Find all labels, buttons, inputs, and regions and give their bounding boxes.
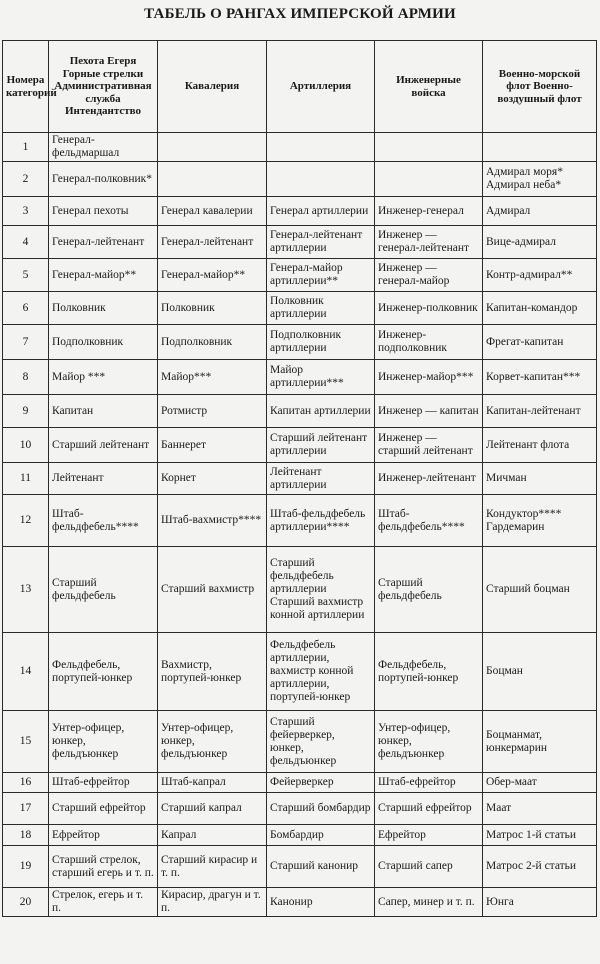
category-number: 1	[3, 133, 49, 162]
rank-cell-artillery: Старший бомбардир	[267, 793, 375, 825]
rank-cell-navy: Обер-маат	[483, 773, 597, 793]
rank-cell-engineers: Старший ефрейтор	[375, 793, 483, 825]
rank-cell-cavalry: Старший капрал	[158, 793, 267, 825]
category-number: 15	[3, 711, 49, 773]
rank-cell-infantry: Генерал-лейтенант	[49, 226, 158, 259]
rank-cell-cavalry: Капрал	[158, 825, 267, 846]
rank-cell-cavalry: Штаб-вахмистр****	[158, 495, 267, 547]
rank-cell-artillery: Бомбардир	[267, 825, 375, 846]
rank-cell-artillery: Генерал-лейтенант артиллерии	[267, 226, 375, 259]
rank-cell-engineers: Штаб-фельдфебель****	[375, 495, 483, 547]
rank-cell-cavalry: Подполковник	[158, 325, 267, 360]
rank-cell-artillery: Полковник артиллерии	[267, 292, 375, 325]
rank-cell-engineers: Унтер-офицер, юнкер, фельдъюнкер	[375, 711, 483, 773]
category-number: 20	[3, 888, 49, 917]
category-number: 2	[3, 162, 49, 197]
rank-cell-navy: Юнга	[483, 888, 597, 917]
rank-cell-engineers: Старший фельдфебель	[375, 547, 483, 633]
rank-cell-navy: Матрос 1-й статьи	[483, 825, 597, 846]
category-number: 13	[3, 547, 49, 633]
rank-cell-infantry: Ефрейтор	[49, 825, 158, 846]
rank-cell-cavalry: Полковник	[158, 292, 267, 325]
rank-cell-artillery: Генерал-майор артиллерии**	[267, 259, 375, 292]
rank-cell-artillery: Фейерверкер	[267, 773, 375, 793]
rank-cell-artillery: Старший фейерверкер, юнкер, фельдъюнкер	[267, 711, 375, 773]
rank-cell-cavalry: Майор***	[158, 360, 267, 395]
category-number: 9	[3, 395, 49, 428]
rank-cell-cavalry: Кирасир, драгун и т. п.	[158, 888, 267, 917]
category-number: 6	[3, 292, 49, 325]
category-number: 16	[3, 773, 49, 793]
rank-cell-infantry: Лейтенант	[49, 463, 158, 495]
rank-cell-cavalry	[158, 133, 267, 162]
table-row	[3, 463, 597, 495]
rank-cell-cavalry: Генерал кавалерии	[158, 197, 267, 226]
table-row	[3, 846, 597, 888]
header-row	[3, 41, 597, 133]
table-row	[3, 133, 597, 162]
table-row	[3, 197, 597, 226]
rank-cell-cavalry: Старший кирасир и т. п.	[158, 846, 267, 888]
rank-cell-engineers: Инженер — генерал-майор	[375, 259, 483, 292]
rank-cell-navy: Мичман	[483, 463, 597, 495]
rank-cell-navy: Маат	[483, 793, 597, 825]
rank-cell-navy: Фрегат-капитан	[483, 325, 597, 360]
category-number: 11	[3, 463, 49, 495]
table-row	[3, 259, 597, 292]
rank-cell-navy: Капитан-лейтенант	[483, 395, 597, 428]
rank-cell-infantry: Стрелок, егерь и т. п.	[49, 888, 158, 917]
rank-cell-infantry: Унтер-офицер, юнкер, фельдъюнкер	[49, 711, 158, 773]
rank-cell-navy: Кондуктор**** Гардемарин	[483, 495, 597, 547]
rank-cell-engineers: Инженер-лейтенант	[375, 463, 483, 495]
category-number: 8	[3, 360, 49, 395]
rank-cell-engineers: Инженер-полковник	[375, 292, 483, 325]
rank-cell-artillery: Штаб-фельдфебель артиллерии****	[267, 495, 375, 547]
rank-cell-navy: Адмирал моря* Адмирал неба*	[483, 162, 597, 197]
rank-cell-artillery: Старший лейтенант артиллерии	[267, 428, 375, 463]
rank-cell-navy: Лейтенант флота	[483, 428, 597, 463]
rank-cell-artillery: Капитан артиллерии	[267, 395, 375, 428]
rank-cell-infantry: Штаб-фельдфебель****	[49, 495, 158, 547]
table-row	[3, 226, 597, 259]
table-row	[3, 888, 597, 917]
rank-cell-cavalry: Вахмистр, портупей-юнкер	[158, 633, 267, 711]
rank-cell-cavalry	[158, 162, 267, 197]
rank-cell-engineers: Инженер — генерал-лейтенант	[375, 226, 483, 259]
rank-cell-infantry: Генерал-фельдмаршал	[49, 133, 158, 162]
rank-cell-navy: Контр-адмирал**	[483, 259, 597, 292]
rank-cell-engineers: Инженер-генерал	[375, 197, 483, 226]
rank-cell-infantry: Капитан	[49, 395, 158, 428]
rank-cell-engineers: Старший сапер	[375, 846, 483, 888]
rank-cell-navy: Боцман	[483, 633, 597, 711]
table-row	[3, 292, 597, 325]
table-row	[3, 428, 597, 463]
table-row	[3, 711, 597, 773]
category-number: 4	[3, 226, 49, 259]
header-navy-airforce: Военно-морской флот Военно-воздушный флот	[483, 41, 597, 133]
table-row	[3, 162, 597, 197]
category-number: 12	[3, 495, 49, 547]
table-row	[3, 360, 597, 395]
rank-cell-artillery: Подполковник артиллерии	[267, 325, 375, 360]
rank-cell-infantry: Старший фельдфебель	[49, 547, 158, 633]
table-row	[3, 773, 597, 793]
document-title: ТАБЕЛЬ О РАНГАХ ИМПЕРСКОЙ АРМИИ	[144, 6, 456, 22]
rank-cell-cavalry: Баннерет	[158, 428, 267, 463]
category-number: 5	[3, 259, 49, 292]
rank-cell-infantry: Генерал-майор**	[49, 259, 158, 292]
header-cavalry: Кавалерия	[158, 41, 267, 133]
header-infantry: Пехота Егеря Горные стрелки Административная служба Интендантство	[49, 41, 158, 133]
rank-cell-infantry: Старший лейтенант	[49, 428, 158, 463]
rank-cell-cavalry: Генерал-майор**	[158, 259, 267, 292]
rank-cell-navy: Боцманмат, юнкермарин	[483, 711, 597, 773]
rank-cell-infantry: Генерал пехоты	[49, 197, 158, 226]
header-category: Номера категорий	[3, 41, 49, 133]
rank-cell-infantry: Старший стрелок, старший егерь и т. п.	[49, 846, 158, 888]
rank-cell-cavalry: Старший вахмистр	[158, 547, 267, 633]
rank-cell-artillery: Фельдфебель артиллерии, вахмистр конной артиллерии, портупей-юнкер	[267, 633, 375, 711]
category-number: 18	[3, 825, 49, 846]
rank-cell-navy: Корвет-капитан***	[483, 360, 597, 395]
table-row	[3, 633, 597, 711]
table-row	[3, 793, 597, 825]
rank-cell-cavalry: Штаб-капрал	[158, 773, 267, 793]
header-artillery: Артиллерия	[267, 41, 375, 133]
rank-cell-infantry: Штаб-ефрейтор	[49, 773, 158, 793]
ranks-table	[2, 40, 597, 917]
ranks-table-body	[3, 133, 597, 917]
rank-cell-cavalry: Корнет	[158, 463, 267, 495]
rank-cell-artillery: Канонир	[267, 888, 375, 917]
rank-cell-navy: Матрос 2-й статьи	[483, 846, 597, 888]
rank-cell-infantry: Генерал-полковник*	[49, 162, 158, 197]
table-row	[3, 325, 597, 360]
rank-cell-navy: Старший боцман	[483, 547, 597, 633]
table-row	[3, 547, 597, 633]
rank-cell-navy: Адмирал	[483, 197, 597, 226]
rank-cell-cavalry: Генерал-лейтенант	[158, 226, 267, 259]
rank-cell-infantry: Подполковник	[49, 325, 158, 360]
category-number: 14	[3, 633, 49, 711]
category-number: 10	[3, 428, 49, 463]
rank-cell-infantry: Старший ефрейтор	[49, 793, 158, 825]
rank-cell-engineers: Инженер-майор***	[375, 360, 483, 395]
rank-cell-engineers: Фельдфебель, портупей-юнкер	[375, 633, 483, 711]
rank-cell-engineers: Штаб-ефрейтор	[375, 773, 483, 793]
rank-cell-infantry: Полковник	[49, 292, 158, 325]
table-row	[3, 825, 597, 846]
rank-cell-engineers: Инженер — старший лейтенант	[375, 428, 483, 463]
category-number: 7	[3, 325, 49, 360]
category-number: 19	[3, 846, 49, 888]
rank-cell-engineers: Инженер — капитан	[375, 395, 483, 428]
rank-cell-navy: Капитан-командор	[483, 292, 597, 325]
rank-cell-artillery: Старший канонир	[267, 846, 375, 888]
rank-cell-artillery: Генерал артиллерии	[267, 197, 375, 226]
category-number: 3	[3, 197, 49, 226]
rank-cell-engineers	[375, 162, 483, 197]
category-number: 17	[3, 793, 49, 825]
rank-cell-engineers	[375, 133, 483, 162]
header-engineers: Инженерные войска	[375, 41, 483, 133]
rank-cell-engineers: Инженер-подполковник	[375, 325, 483, 360]
table-row	[3, 495, 597, 547]
rank-cell-cavalry: Ротмистр	[158, 395, 267, 428]
rank-cell-infantry: Майор ***	[49, 360, 158, 395]
rank-cell-artillery	[267, 162, 375, 197]
rank-cell-artillery: Майор артиллерии***	[267, 360, 375, 395]
rank-cell-cavalry: Унтер-офицер, юнкер, фельдъюнкер	[158, 711, 267, 773]
table-row	[3, 395, 597, 428]
rank-cell-infantry: Фельдфебель, портупей-юнкер	[49, 633, 158, 711]
rank-cell-artillery: Лейтенант артиллерии	[267, 463, 375, 495]
rank-cell-navy: Вице-адмирал	[483, 226, 597, 259]
rank-cell-artillery: Старший фельдфебель артиллерии Старший вахмистр конной артиллерии	[267, 547, 375, 633]
rank-cell-navy	[483, 133, 597, 162]
rank-cell-engineers: Ефрейтор	[375, 825, 483, 846]
rank-cell-artillery	[267, 133, 375, 162]
rank-cell-engineers: Сапер, минер и т. п.	[375, 888, 483, 917]
